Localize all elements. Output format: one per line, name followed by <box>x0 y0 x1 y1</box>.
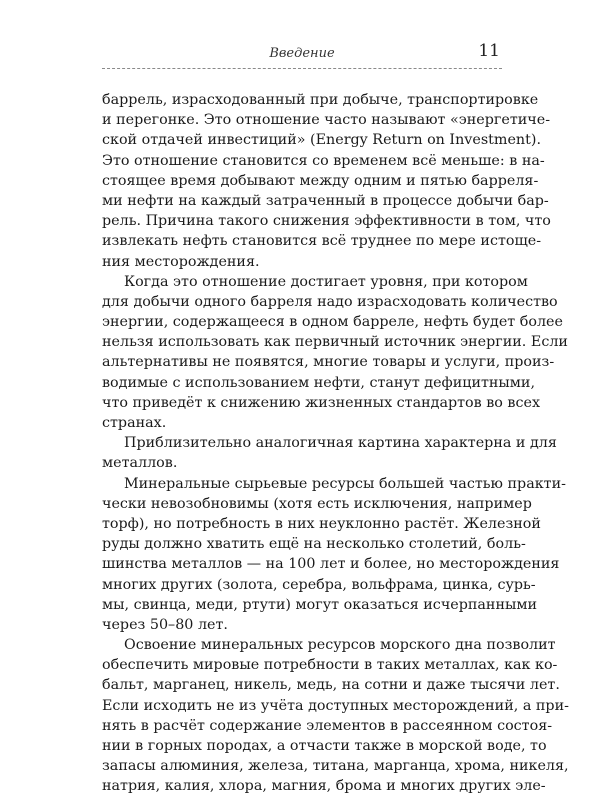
text-line: стоящее время добывают между одним и пятью барреля- <box>102 172 539 189</box>
paragraph <box>102 90 551 272</box>
text-line: многих других (золота, серебра, вольфрама, цинка, сурь- <box>102 576 536 593</box>
running-header <box>102 40 502 69</box>
text-line: Когда это отношение достигает уровня, при котором <box>124 273 528 290</box>
text-line: Приблизительно аналогичная картина характерна и для <box>124 435 557 452</box>
paragraph <box>102 635 569 797</box>
text-line: натрия, калия, хлора, магния, брома и многих других эле- <box>102 778 546 795</box>
text-line: нии в горных породах, а отчасти также в морской воде, то <box>102 738 547 754</box>
text-line: ской отдачей инвестиций» (Energy Return on Investment). <box>102 132 541 149</box>
text-line: Минеральные сырьевые ресурсы большей частью практи- <box>124 475 566 492</box>
page-number: 11 <box>478 41 500 61</box>
text-line: ния месторождения. <box>102 253 260 270</box>
paragraph <box>102 272 568 434</box>
text-line: Это отношение становится со временем всё меньше: в на- <box>102 152 545 169</box>
text-line: нельзя использовать как первичный источник энергии. Если <box>102 334 568 351</box>
text-line: запасы алюминия, железа, титана, марганца, хрома, никеля, <box>102 758 569 775</box>
body-text <box>102 90 569 797</box>
text-line: чески невозобновимы (хотя есть исключения, например <box>102 495 532 512</box>
text-line: металлов. <box>102 455 178 472</box>
text-line: Если исходить не из учёта доступных месторождений, а при- <box>102 697 569 714</box>
text-line: энергии, содержащееся в одном барреле, нефть будет более <box>102 314 563 331</box>
text-line: ми нефти на каждый затраченный в процессе добычи бар- <box>102 192 549 209</box>
text-line: через 50–80 лет. <box>102 616 228 633</box>
text-line: что приведёт к снижению жизненных стандартов во всех <box>102 394 541 411</box>
text-line: и перегонке. Это отношение часто называют «энергетиче- <box>102 112 551 129</box>
text-line: альтернативы не появятся, многие товары и услуги, произ- <box>102 354 555 371</box>
text-line: для добычи одного барреля надо израсходовать количество <box>102 293 558 310</box>
text-line: баррель, израсходованный при добыче, транспортировке <box>102 92 539 108</box>
text-line: обеспечить мировые потребности в таких металлах, как ко- <box>102 657 558 674</box>
paragraph <box>102 474 566 636</box>
text-line: руды должно хватить ещё на несколько столетий, боль- <box>102 536 526 553</box>
text-line: водимые с использованием нефти, станут дефицитными, <box>102 374 536 391</box>
text-line: рель. Причина такого снижения эффективности в том, что <box>102 213 551 230</box>
text-line: бальт, марганец, никель, медь, на сотни и даже тысячи лет. <box>102 677 560 694</box>
text-line: извлекать нефть становится всё труднее по мере истоще- <box>102 233 542 250</box>
text-line: шинства металлов — на 100 лет и более, но месторождения <box>102 556 560 573</box>
chapter-title: Введение <box>269 46 335 61</box>
text-line: нять в расчёт содержание элементов в рассеянном состоя- <box>102 717 553 734</box>
text-line: Освоение минеральных ресурсов морского дна позволит <box>124 637 556 654</box>
text-line: торф), но потребность в них неуклонно растёт. Железной <box>102 515 541 532</box>
paragraph <box>102 433 557 473</box>
text-line: странах. <box>102 415 167 431</box>
text-line: мы, свинца, меди, ртути) могут оказаться исчерпанными <box>102 596 538 613</box>
